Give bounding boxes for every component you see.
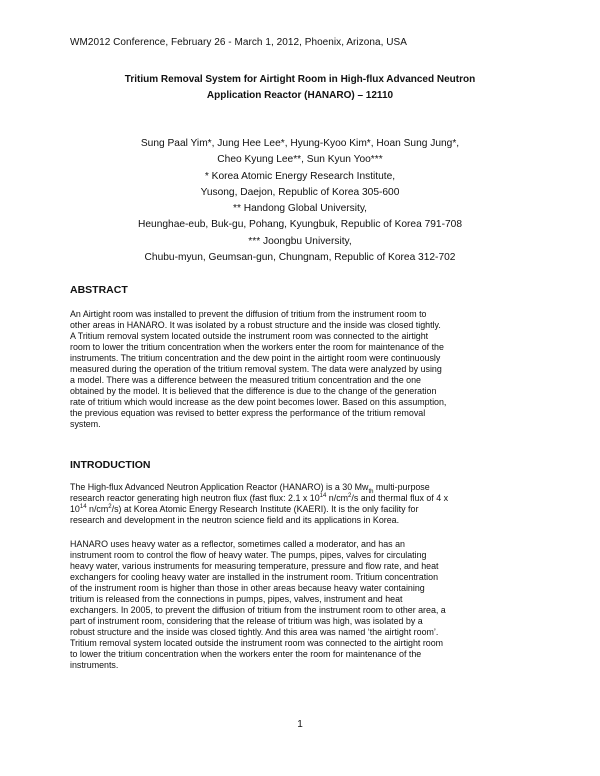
- superscript: 2: [348, 493, 352, 500]
- text-line: instruments.: [70, 660, 119, 670]
- text-line: [70, 493, 532, 504]
- text-run: /s) at Korea Atomic Energy Research Institute (KAERI). It is the only facility for: [111, 504, 419, 514]
- abstract-paragraph: [70, 309, 532, 430]
- text-line: a model. There was a difference between the measured tritium concentration and the one: [70, 375, 421, 385]
- text-line: the previous equation was revised to better express the performance of the tritium removal: [70, 408, 426, 418]
- introduction-heading: INTRODUCTION: [70, 459, 151, 471]
- text-run: n/cm: [326, 493, 349, 503]
- affiliation-line: Yusong, Daejon, Republic of Korea 305-600: [200, 186, 400, 198]
- text-line: A Tritium removal system located outside the instrument room was connected to the airtight: [70, 331, 429, 341]
- text-run: 10: [70, 504, 80, 514]
- affiliation-line: * Korea Atomic Energy Research Institute,: [204, 170, 396, 182]
- superscript: 2: [108, 504, 112, 511]
- text-run: n/cm: [86, 504, 109, 514]
- superscript: 14: [79, 504, 87, 511]
- page-number: 1: [297, 719, 303, 730]
- text-line: measured during the operation of the tritium removal system. The data were analyzed by using: [70, 364, 442, 374]
- author-line: Sung Paal Yim*, Jung Hee Lee*, Hyung-Kyoo Kim*, Hoan Sung Jung*,: [140, 138, 460, 149]
- text-line: to lower the tritium concentration when the workers enter the room for maintenance of the: [70, 649, 422, 659]
- text-line: [70, 504, 532, 515]
- text-line: Tritium removal system located outside the instrument room was connected to the airtight room: [70, 638, 444, 648]
- text-line: room to lower the tritium concentration when the workers enter the room for maintenance of the: [70, 342, 444, 352]
- affiliation-line: ** Handong Global University,: [232, 203, 367, 215]
- running-header: WM2012 Conference, February 26 - March 1, 2012, Phoenix, Arizona, USA: [70, 37, 407, 48]
- text-line: [70, 482, 532, 493]
- text-line: robust structure and the inside was closed tightly. And this area was named ‘the airtight room’.: [70, 627, 439, 637]
- text-line: An Airtight room was installed to prevent the diffusion of tritium from the instrument room to: [70, 309, 427, 319]
- introduction-paragraph-1: [70, 482, 532, 526]
- affiliation-line: Heunghae-eub, Buk-gu, Pohang, Kyungbuk, Republic of Korea 791-708: [138, 219, 462, 231]
- author-block: [70, 136, 530, 266]
- title-line: Tritium Removal System for Airtight Room in High-flux Advanced Neutron: [124, 74, 476, 85]
- text-line: obtained by the model. It is believed that the difference is due to the change of the generation: [70, 386, 437, 396]
- text-line: rate of tritium which would increase as the dew point becomes lower. Based on this assumption,: [70, 397, 447, 407]
- text-line: part of instrument room, considering that the release of tritium was high, was isolated by a: [70, 616, 423, 626]
- text-run: /s and thermal flux of 4 x: [351, 493, 449, 503]
- author-line: Cheo Kyung Lee**, Sun Kyun Yoo***: [217, 154, 383, 166]
- text-line: instruments. The tritium concentration and the dew point in the airtight room were continuously: [70, 353, 441, 363]
- text-line: exchangers for cooling heavy water are installed in the instrument room. Tritium concentration: [70, 572, 438, 582]
- introduction-paragraph-2: [70, 539, 532, 671]
- text-line: of the instrument room is higher than those in other areas because heavy water containing: [70, 583, 425, 593]
- subscript: th: [368, 488, 374, 495]
- affiliation-line: Chubu-myun, Geumsan-gun, Chungnam, Republic of Korea 312-702: [144, 252, 456, 264]
- text-line: exchangers. In 2005, to prevent the diffusion of tritium from the instrument room to other area, a: [70, 605, 446, 615]
- superscript: 14: [319, 493, 327, 500]
- paper-title: [70, 72, 530, 103]
- text-line: research and development in the neutron science field and its applications in Korea.: [70, 515, 400, 525]
- text-run: multi-purpose: [373, 482, 430, 492]
- title-line: Application Reactor (HANARO) – 12110: [206, 89, 394, 101]
- text-line: HANARO uses heavy water as a reflector, sometimes called a moderator, and has an: [70, 539, 405, 549]
- affiliation-line: *** Joongbu University,: [248, 235, 352, 247]
- abstract-heading: ABSTRACT: [70, 284, 128, 296]
- text-line: heavy water, various instruments for measuring temperature, pressure and flow rate, and heat: [70, 561, 439, 571]
- text-line: tritium is released from the connections in pumps, pipes, valves, instrument and heat: [70, 594, 403, 604]
- text-line: other areas in HANARO. It was isolated by a robust structure and the inside was closed tightly.: [70, 320, 441, 330]
- text-line: system.: [70, 419, 101, 429]
- text-run: research reactor generating high neutron flux (fast flux: 2.1 x 10: [70, 493, 320, 503]
- text-line: instrument room to control the flow of heavy water. The pumps, pipes, valves for circulating: [70, 550, 427, 560]
- text-run: The High-flux Advanced Neutron Application Reactor (HANARO) is a 30 Mw: [70, 482, 369, 492]
